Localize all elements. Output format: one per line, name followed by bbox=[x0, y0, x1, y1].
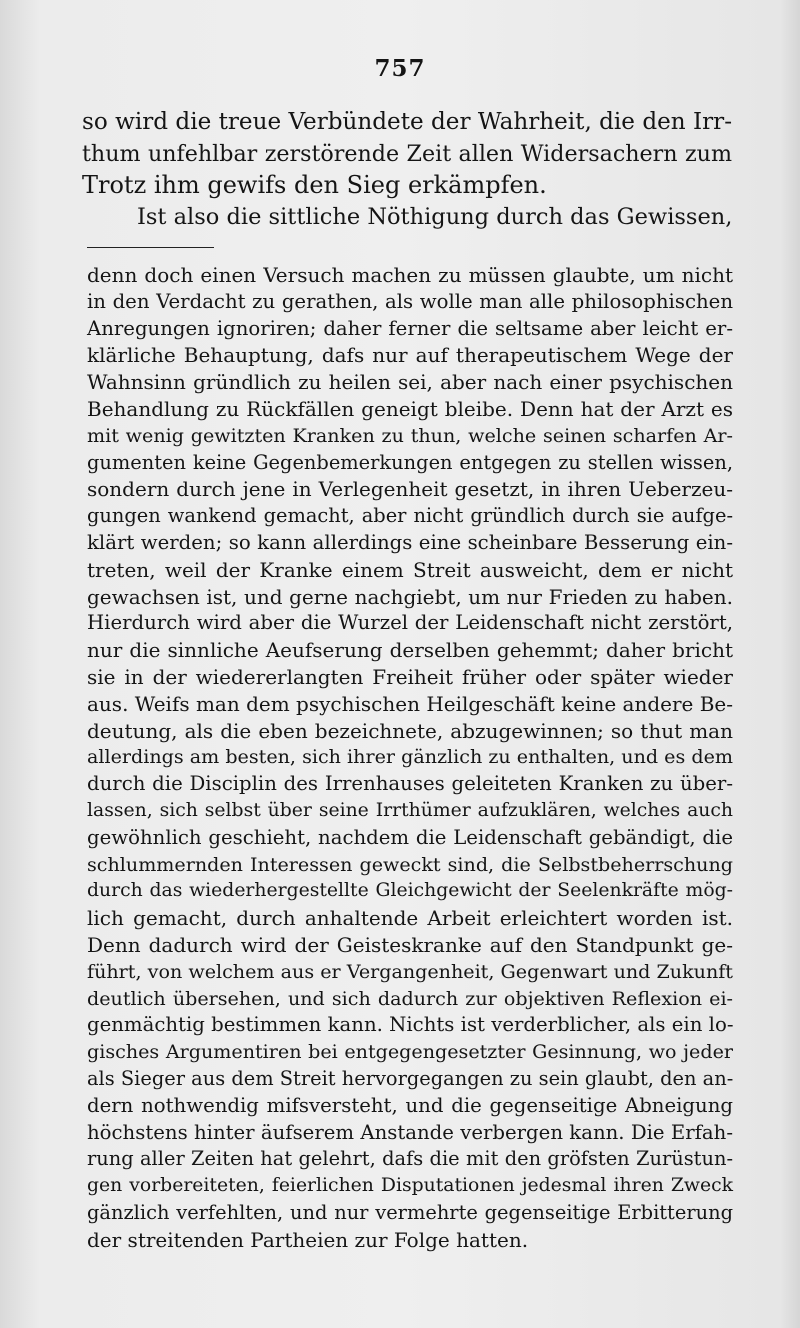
footnote-line: gewöhnlich geschieht, nachdem die Leidenschaft gebändigt, die bbox=[87, 825, 733, 849]
footnote-line: der streitenden Partheien zur Folge hatten. bbox=[87, 1227, 529, 1252]
footnote-line: klärt werden; so kann allerdings eine scheinbare Besserung ein- bbox=[87, 530, 733, 554]
footnote-line: gumenten keine Gegenbemerkungen entgegen zu stellen wissen, bbox=[87, 450, 733, 474]
footnote-line: aus. Weifs man dem psychischen Heilgeschäft keine andere Be- bbox=[87, 691, 734, 716]
footnote-line: Anregungen ignoriren; daher ferner die seltsame aber leicht er- bbox=[87, 316, 733, 340]
footnote-line: deutlich übersehen, und sich dadurch zur objektiven Reflexion ei- bbox=[87, 986, 733, 1010]
main-text-line: so wird die treue Verbündete der Wahrheit, die den Irr- bbox=[82, 109, 732, 135]
footnote-line: gänzlich verfehlten, und nur vermehrte gegenseitige Erbitterung bbox=[87, 1200, 733, 1224]
footnote-line: mit wenig gewitzten Kranken zu thun, welche seinen scharfen Ar- bbox=[87, 423, 733, 447]
footnote-line: Wahnsinn gründlich zu heilen sei, aber nach einer psychischen bbox=[87, 370, 733, 395]
footnote-line: führt, von welchem aus er Vergangenheit, Gegenwart und Zukunft bbox=[87, 959, 733, 983]
footnote-line: nur die sinnliche Aeufserung derselben gehemmt; daher bricht bbox=[87, 638, 733, 663]
main-text-line: thum unfehlbar zerstörende Zeit allen Widersachern zum bbox=[82, 140, 732, 167]
footnote-block bbox=[87, 262, 733, 1253]
footnote-line: Hierdurch wird aber die Wurzel der Leidenschaft nicht zerstört, bbox=[87, 611, 733, 635]
page-number: 757 bbox=[374, 55, 426, 82]
footnote-line: gungen wankend gemacht, aber nicht gründlich durch sie aufge- bbox=[87, 504, 733, 528]
footnote-line: gewachsen ist, und gerne nachgiebt, um nur Frieden zu haben. bbox=[87, 584, 733, 609]
footnote-line: schlummernden Interessen geweckt sind, die Selbstbeherrschung bbox=[87, 852, 733, 876]
footnote-line: deutung, als die eben bezeichnete, abzugewinnen; so thut man bbox=[87, 718, 733, 743]
footnote-line: klärliche Behauptung, dafs nur auf therapeutischem Wege der bbox=[87, 343, 733, 368]
footnote-line: Behandlung zu Rückfällen geneigt bleibe. Denn hat der Arzt es bbox=[87, 396, 733, 421]
footnote-line: in den Verdacht zu gerathen, als wolle man alle philosophischen bbox=[87, 289, 733, 313]
main-text-line: Trotz ihm gewifs den Sieg erkämpfen. bbox=[82, 171, 547, 199]
footnote-line: genmächtig bestimmen kann. Nichts ist verderblicher, als ein lo- bbox=[87, 1013, 734, 1037]
footnote-line: durch das wiederhergestellte Gleichgewicht der Seelenkräfte mög- bbox=[87, 880, 733, 902]
main-text-block bbox=[82, 107, 732, 233]
footnote-line: lassen, sich selbst über seine Irrthümer aufzuklären, welches auch bbox=[87, 799, 733, 821]
footnote-line: höchstens hinter äufserem Anstande verbergen kann. Die Erfah- bbox=[87, 1120, 733, 1144]
footnote-line: denn doch einen Versuch machen zu müssen glaubte, um nicht bbox=[87, 263, 733, 287]
footnote-line: sie in der wiedererlangten Freiheit früher oder später wieder bbox=[87, 664, 733, 689]
footnote-line: treten, weil der Kranke einem Streit ausweicht, dem er nicht bbox=[87, 557, 733, 582]
footnote-separator bbox=[87, 247, 214, 248]
footnote-line: dern nothwendig mifsversteht, und die gegenseitige Abneigung bbox=[87, 1093, 733, 1117]
footnote-line: allerdings am besten, sich ihrer gänzlich zu enthalten, und es dem bbox=[87, 745, 733, 769]
footnote-line: gisches Argumentiren bei entgegengesetzter Gesinnung, wo jeder bbox=[87, 1040, 733, 1064]
footnote-line: als Sieger aus dem Streit hervorgegangen zu sein glaubt, den an- bbox=[87, 1066, 734, 1090]
footnote-line: durch die Disciplin des Irrenhauses geleiteten Kranken zu über- bbox=[87, 772, 733, 796]
footnote-line: sondern durch jene in Verlegenheit gesetzt, in ihren Ueberzeu- bbox=[87, 477, 733, 502]
footnote-line: gen vorbereiteten, feierlichen Disputationen jedesmal ihren Zweck bbox=[87, 1175, 733, 1197]
footnote-line: rung aller Zeiten hat gelehrt, dafs die mit den gröfsten Zurüstun- bbox=[87, 1147, 733, 1171]
footnote-line: Denn dadurch wird der Geisteskranke auf den Standpunkt ge- bbox=[87, 932, 733, 957]
main-text-line: Ist also die sittliche Nöthigung durch das Gewissen, bbox=[137, 203, 733, 230]
footnote-line: lich gemacht, durch anhaltende Arbeit erleichtert worden ist. bbox=[87, 906, 733, 931]
